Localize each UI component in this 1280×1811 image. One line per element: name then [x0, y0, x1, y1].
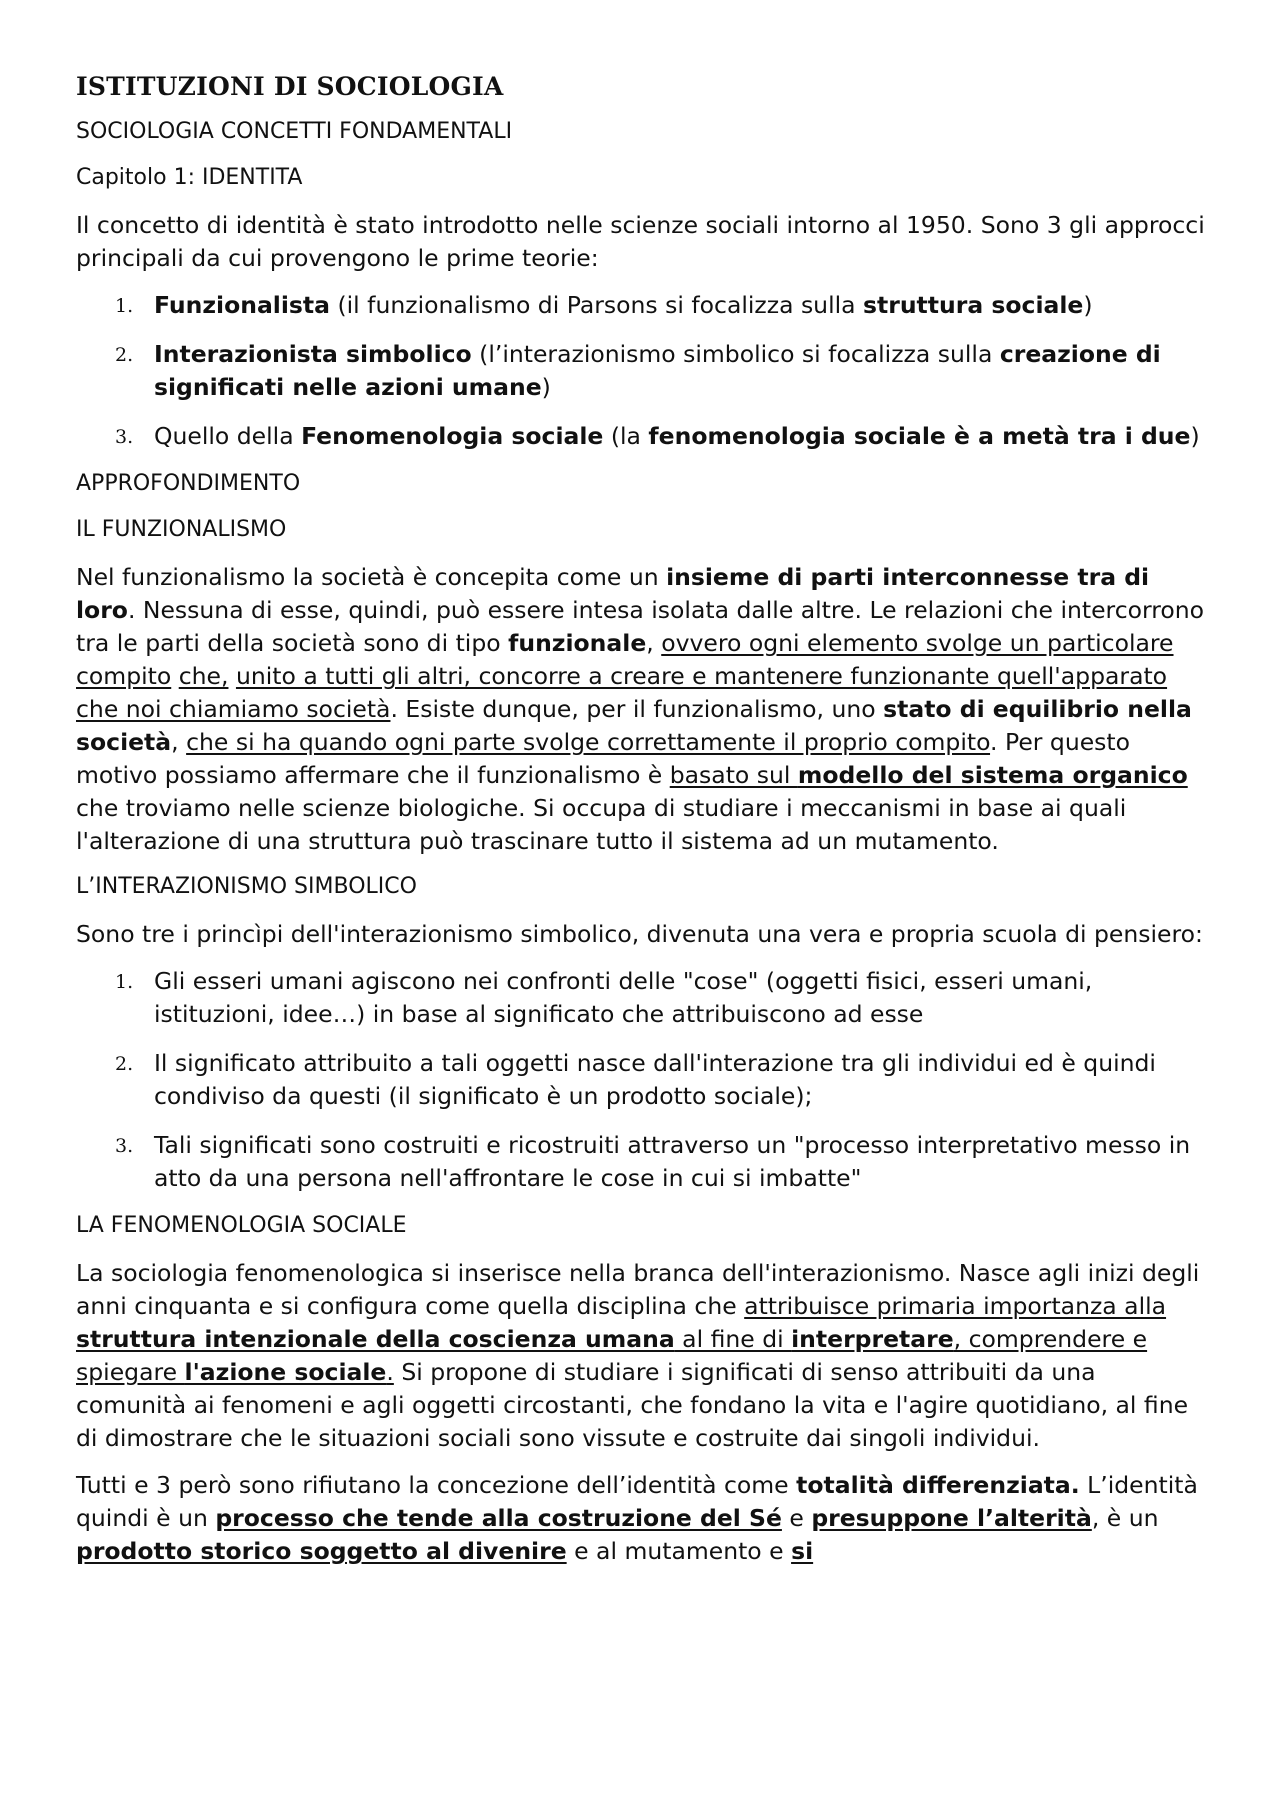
chapter-heading: Capitolo 1: IDENTITA	[76, 165, 303, 190]
underlined-text: ovvero ogni elemento svolge un particolare compito	[76, 629, 1174, 690]
bold-text: Interazionista simbolico	[154, 340, 472, 368]
underlined-text: unito a tutti gli altri, concorre a creare e mantenere funzionante quell'apparato che noi chiamiamo società	[76, 662, 1168, 723]
interazionismo-intro: Sono tre i princìpi dell'interazionismo simbolico, divenuta una vera e propria scuola di pensiero:	[76, 920, 1203, 948]
text-span: Tutti e 3 però sono rifiutano la concezione dell’identità come	[76, 1471, 797, 1499]
underlined-bold-text	[791, 1537, 813, 1565]
text-span: . Esiste dunque, per il funzionalismo, uno	[390, 695, 884, 723]
underlined-text: .	[386, 1358, 394, 1386]
bold-text: prodotto storico soggetto al divenire	[76, 1537, 567, 1565]
text-span: (la	[603, 422, 649, 450]
principles-list	[76, 965, 1208, 1195]
text-span: Gli esseri umani agiscono nei confronti delle "cose" (oggetti fisici, esseri umani, istituzioni, idee…) in base al significato che attribuiscono ad esse	[154, 967, 1093, 1028]
text-span: ,	[646, 629, 662, 657]
text-span: (il funzionalismo di Parsons si focalizza sulla	[330, 291, 864, 319]
list-number: 3.	[115, 426, 134, 448]
bold-text: insieme di parti interconnesse tra di loro	[76, 563, 1150, 624]
funzionalismo-paragraph	[76, 561, 1208, 858]
list-number: 2.	[115, 1053, 134, 1075]
underlined-text: che si ha quando ogni parte svolge correttamente il proprio compito	[186, 728, 991, 756]
list-number: 3.	[115, 1135, 134, 1157]
conclusion-paragraph	[76, 1469, 1208, 1568]
bold-text: interpretare	[791, 1325, 954, 1353]
text-span: , è un	[1091, 1504, 1159, 1532]
list-item	[76, 289, 1208, 322]
list-item	[76, 1129, 1208, 1195]
underlined-text: al fine di	[674, 1325, 792, 1353]
text-span: . Per questo motivo possiamo affermare che il funzionalismo è	[76, 728, 1131, 789]
document-subtitle: SOCIOLOGIA CONCETTI FONDAMENTALI	[76, 119, 513, 144]
section-heading-approfondimento: APPROFONDIMENTO	[76, 471, 301, 496]
document-title: ISTITUZIONI DI SOCIOLOGIA	[76, 72, 504, 101]
text-span: L’identità quindi è un	[76, 1471, 1198, 1532]
text-span: )	[541, 373, 551, 401]
bold-text: l'azione sociale	[184, 1358, 387, 1386]
list-number: 2.	[115, 344, 134, 366]
text-span: )	[1083, 291, 1093, 319]
text-span: (l’interazionismo simbolico si focalizza sulla	[471, 340, 1000, 368]
text-span: Nel funzionalismo la società è concepita come un	[76, 563, 667, 591]
text-span: e	[781, 1504, 812, 1532]
list-item	[76, 965, 1208, 1031]
underlined-bold-text	[215, 1504, 782, 1532]
list-item	[76, 1047, 1208, 1113]
underlined-bold-text	[798, 761, 1188, 789]
underlined-bold-text	[811, 1504, 1092, 1532]
section-heading-interazionismo: L’INTERAZIONISMO SIMBOLICO	[76, 874, 417, 899]
text-span: Quello della	[154, 422, 302, 450]
underlined-text: , comprendere e spiegare	[76, 1325, 1148, 1386]
list-number: 1.	[115, 295, 134, 317]
text-span	[171, 662, 178, 690]
underlined-bold-text	[76, 1325, 675, 1353]
text-span	[228, 662, 235, 690]
text-span: e al mutamento e	[566, 1537, 792, 1565]
underlined-bold-text	[185, 1358, 387, 1386]
bold-text: totalità differenziata.	[796, 1471, 1080, 1499]
approaches-list	[76, 289, 1208, 453]
text-span: )	[1190, 422, 1200, 450]
text-span: La sociologia fenomenologica si inserisce nella branca dell'interazionismo. Nasce agli inizi degli anni cinquanta e si configura come quella disciplina che	[76, 1259, 1200, 1320]
text-span: ,	[171, 728, 187, 756]
bold-text: fenomenologia sociale è a metà tra i due	[648, 422, 1191, 450]
underlined-bold-text	[791, 1325, 954, 1353]
text-span: Si propone di studiare i significati di senso attribuiti da una comunità ai fenomeni e agli oggetti circostanti, che fondano la vita e l'agire quotidiano, al fine di dimostrare che le situazioni sociali sono vissute e costruite dai singoli individui.	[76, 1358, 1189, 1452]
fenomenologia-paragraph	[76, 1257, 1208, 1455]
bold-text: Fenomenologia sociale	[301, 422, 604, 450]
bold-text: funzionale	[508, 629, 647, 657]
text-span: Tali significati sono costruiti e ricostruiti attraverso un "processo interpretativo messo in atto da una persona nell'affrontare le cose in cui si imbatte"	[154, 1131, 1191, 1192]
underlined-text: basato sul	[669, 761, 798, 789]
intro-paragraph: Il concetto di identità è stato introdotto nelle scienze sociali intorno al 1950. Sono 3 gli approcci principali da cui provengono le prime teorie:	[76, 211, 1205, 272]
section-heading-fenomenologia: LA FENOMENOLOGIA SOCIALE	[76, 1213, 407, 1238]
list-item	[76, 338, 1208, 404]
underlined-text: attribuisce primaria importanza alla	[744, 1292, 1167, 1320]
underlined-bold-text	[76, 1537, 567, 1565]
bold-text: processo che tende alla costruzione del Sé	[215, 1504, 782, 1532]
underlined-text: che,	[178, 662, 229, 690]
bold-text: stato di equilibrio nella società	[76, 695, 1192, 756]
bold-text: Funzionalista	[154, 291, 330, 319]
list-item	[76, 420, 1208, 453]
text-span: che troviamo nelle scienze biologiche. Si occupa di studiare i meccanismi in base ai quali l'alterazione di una struttura può trascinare tutto il sistema ad un mutamento.	[76, 794, 1127, 855]
section-heading-funzionalismo: IL FUNZIONALISMO	[76, 517, 287, 542]
bold-text: struttura intenzionale della coscienza umana	[76, 1325, 675, 1353]
bold-text: struttura sociale	[863, 291, 1084, 319]
bold-text: creazione di significati nelle azioni umane	[154, 340, 1161, 401]
bold-text: presuppone l’alterità	[811, 1504, 1092, 1532]
text-span: . Nessuna di esse, quindi, può essere intesa isolata dalle altre. Le relazioni che intercorrono tra le parti della società sono di tipo	[76, 596, 1205, 657]
text-span: Il significato attribuito a tali oggetti nasce dall'interazione tra gli individui ed è quindi condiviso da questi (il significato è un prodotto sociale);	[154, 1049, 1156, 1110]
bold-text: si	[791, 1537, 814, 1565]
list-number: 1.	[115, 971, 134, 993]
bold-text: modello del sistema organico	[797, 761, 1188, 789]
